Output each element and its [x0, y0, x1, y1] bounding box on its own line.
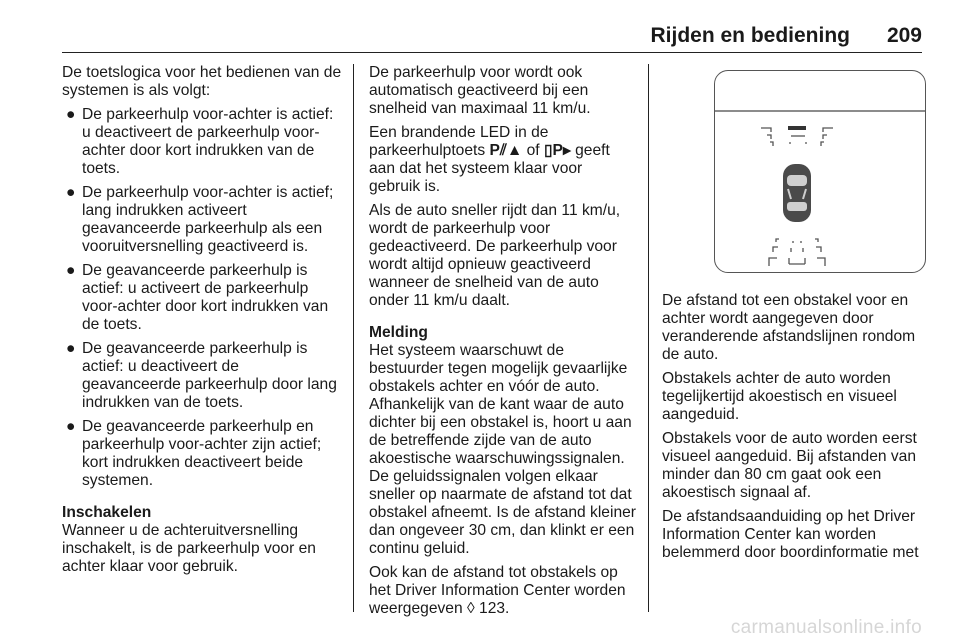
watermark: carmanualsonline.info [730, 617, 922, 638]
parking-distance-display-illustration [715, 71, 926, 273]
list-item [62, 184, 342, 256]
advanced-parking-assist-icon: ▯P▸ [543, 142, 571, 159]
header-rule [62, 52, 922, 53]
led-text-before: Een brandende LED in de parkeerhulptoets [369, 124, 549, 159]
led-text-mid: of [522, 142, 544, 159]
bullet-icon: ● [66, 340, 76, 357]
parking-display-figure [714, 70, 926, 273]
dic-override-paragraph: De afstandsaanduiding op het Driver Information Center kan worden belemmerd door boordinformatie met [662, 508, 919, 561]
list-item [62, 418, 342, 490]
list-item [62, 262, 342, 334]
bullet-text: De geavanceerde parkeerhulp is actief: u deactiveert de geavanceerde parkeerhulp door lang indrukken van de toets. [82, 340, 337, 411]
bullet-icon: ● [66, 262, 76, 279]
column-3 [662, 292, 930, 568]
deactivation-paragraph: Als de auto sneller rijdt dan 11 km/u, wordt de parkeerhulp voor gedeactiveerd. De parkeerhulp voor wordt altijd opnieuw geactiveerd wanneer de snelheid van de auto onder 11 km/u daalt. [369, 202, 621, 309]
led-paragraph [369, 124, 637, 196]
page-reference-link[interactable]: 123. [479, 600, 510, 617]
bullet-text: De geavanceerde parkeerhulp is actief: u activeert de parkeerhulp voor-achter door kort indrukken van de toets. [82, 262, 329, 333]
bullet-text: De parkeerhulp voor-achter is actief: u deactiveert de parkeerhulp voor-achter door kort indrukken van de toets. [82, 106, 334, 177]
section-heading-melding: Melding [369, 324, 428, 341]
column-2 [369, 64, 637, 624]
bullet-text: De parkeerhulp voor-achter is actief; lang indrukken activeert geavanceerde parkeerhulp als een vooruitversnelling geactiveerd is. [82, 184, 334, 255]
intro-paragraph: De toetslogica voor het bedienen van de systemen is als volgt: [62, 64, 342, 99]
dic-text: Ook kan de afstand tot obstakels op het Driver Information Center worden weergegeven [369, 564, 626, 617]
inschakelen-paragraph: Wanneer u de achteruitversnelling inschakelt, is de parkeerhulp voor en achter klaar voor gebruik. [62, 522, 316, 575]
bullet-text: De geavanceerde parkeerhulp en parkeerhulp voor-achter zijn actief; kort indrukken deactiveert beide systemen. [82, 418, 322, 489]
list-item [62, 106, 342, 178]
column-divider-left [353, 64, 354, 612]
header-section-title: Rijden en bediening [650, 24, 850, 47]
led-text-after: geeft aan dat het systeem klaar voor gebruik is. [369, 142, 610, 195]
distance-lines-paragraph: De afstand tot een obstakel voor en achter wordt aangegeven door veranderende afstandslijnen rondom de auto. [662, 292, 916, 363]
bullet-list [62, 106, 342, 490]
bullet-icon: ● [66, 106, 76, 123]
page-reference-icon: ◊ [466, 600, 475, 617]
column-1 [62, 64, 342, 582]
melding-paragraph: Het systeem waarschuwt de bestuurder tegen mogelijk gevaarlijke obstakels achter en vóór de auto. Afhankelijk van de kant waar de auto dichter bij een obstakel is, hoort u aan de betreffende zijde van de auto akoestische waarschuwingssignalen. De geluidssignalen volgen elkaar sneller op naarmate de afstand tot dat obstakel afneemt. Is de afstand kleiner dan ongeveer 30 cm, dan klinkt er een continu geluid. [369, 342, 636, 557]
column-divider-right [648, 64, 649, 612]
bullet-icon: ● [66, 418, 76, 435]
rear-obstacles-paragraph: Obstakels achter de auto worden tegelijkertijd akoestisch en visueel aangeduid. [662, 370, 897, 423]
list-item [62, 340, 342, 412]
page-number: 209 [886, 24, 922, 47]
bullet-icon: ● [66, 184, 76, 201]
auto-activation-paragraph: De parkeerhulp voor wordt ook automatisch geactiveerd bij een snelheid van maximaal 11 km/u. [369, 64, 591, 117]
dic-paragraph [369, 564, 637, 618]
front-obstacles-paragraph: Obstakels voor de auto worden eerst visueel aangeduid. Bij afstanden van minder dan 80 cm gaat ook een akoestisch signaal af. [662, 430, 917, 501]
section-heading-inschakelen: Inschakelen [62, 504, 152, 521]
parking-assist-button-icon: P⫽▲ [489, 142, 523, 159]
